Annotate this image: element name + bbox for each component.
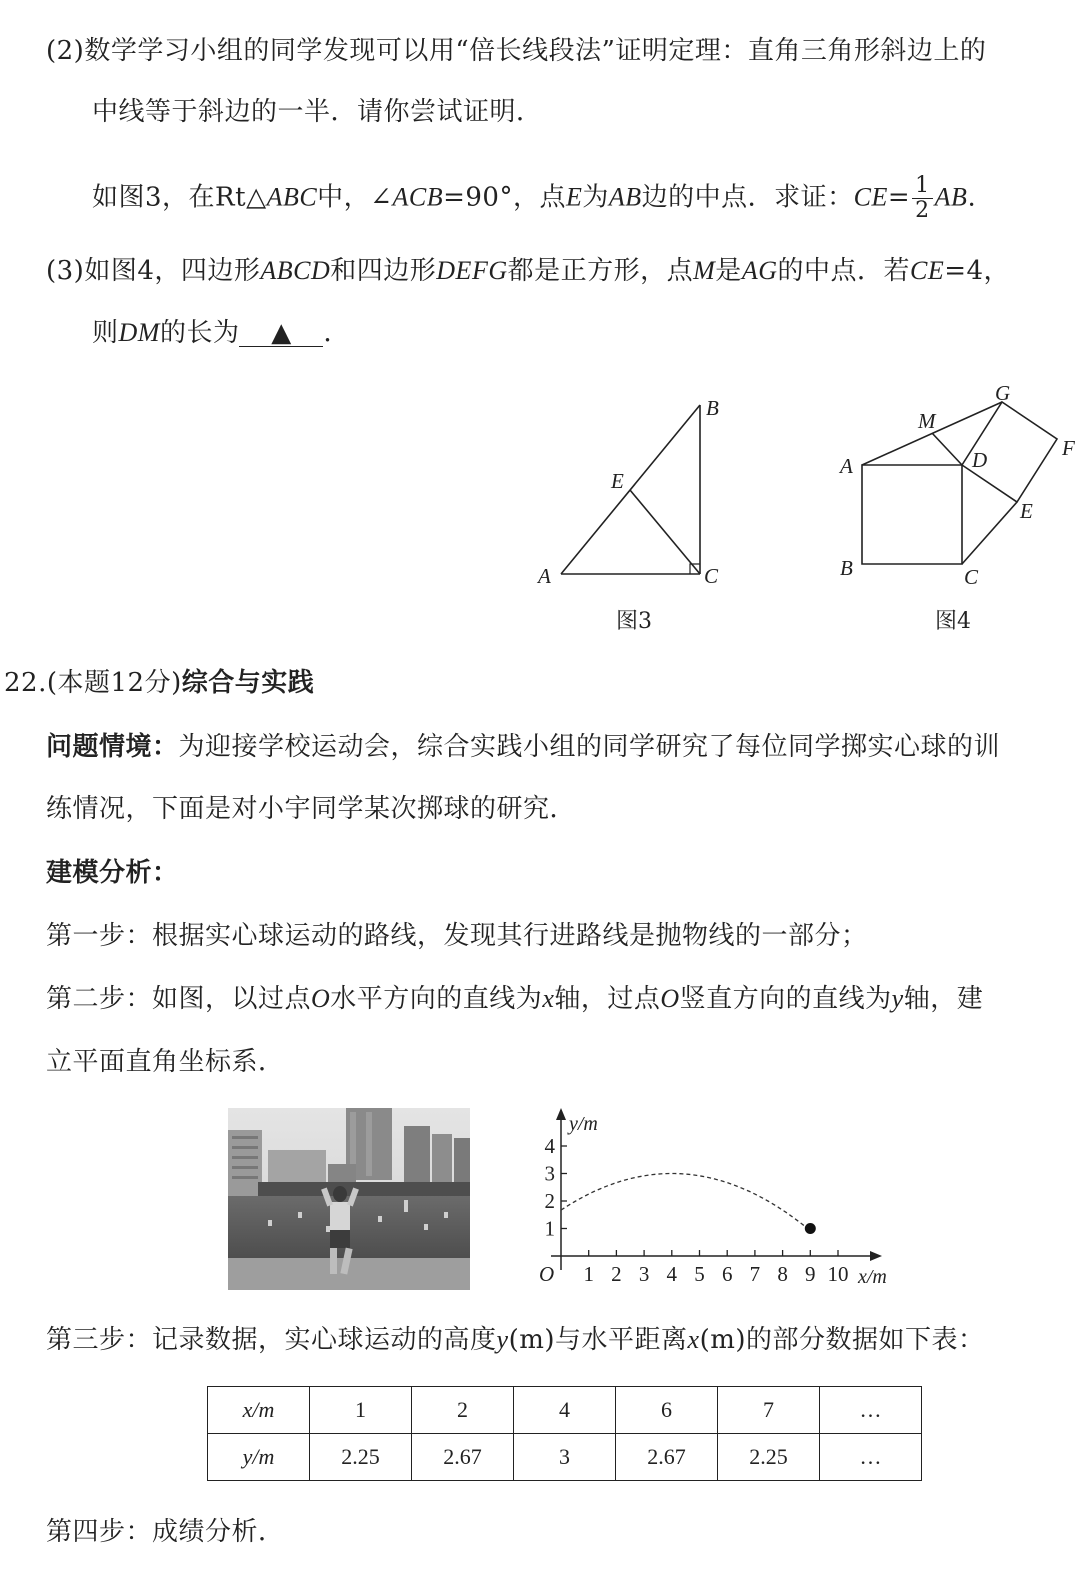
table-cell: 3 [514,1434,616,1481]
table-cell: 2.67 [412,1434,514,1481]
x-tick-label: 4 [666,1262,678,1286]
y-tick-label: 3 [544,1161,555,1186]
table-cell: 7 [718,1387,820,1434]
x-axis-arrow [870,1251,882,1261]
q22-context-line1: 问题情境：为迎接学校运动会，综合实践小组的同学研究了每位同学掷实心球的训 [46,732,1001,762]
q22-step1: 第一步：根据实心球运动的路线，发现其行进路线是抛物线的一部分； [46,921,868,951]
shot-put-photo [228,1108,470,1290]
figure-3-caption: 图3 [616,609,652,634]
label-b: B [706,396,719,420]
table-cell: 6 [616,1387,718,1434]
x-tick-label: 3 [638,1262,650,1286]
y-tick-label: 2 [544,1189,555,1213]
label-e: E [1020,499,1033,523]
y-tick-label: 1 [544,1216,555,1241]
figure-4-caption: 图4 [935,609,971,634]
label-c: C [964,565,979,589]
q3-line1: (3)如图4，四边形ABCD和四边形DEFG都是正方形，点M是AG的中点．若CE=4， [46,256,1011,286]
figure-4 [830,378,1080,598]
data-table [207,1386,922,1481]
square-abcd [862,465,962,564]
photo-scene [228,1108,470,1290]
label-c: C [704,564,719,588]
x-tick-label: 5 [694,1262,705,1286]
label-d: D [972,448,988,472]
table-cell: 2.25 [718,1434,820,1481]
label-a: A [538,564,551,588]
segment-ce [962,502,1017,564]
q22-heading: 22.(本题12分)综合与实践 [4,668,315,698]
x-tick-label: 8 [777,1262,788,1286]
table-row-x [208,1387,922,1434]
label-a: A [840,454,853,478]
q22-step2-line2: 立平面直角坐标系． [46,1047,285,1077]
table-cell: 2.25 [310,1434,412,1481]
segment-dm [932,433,962,465]
origin-label: O [539,1262,555,1286]
x-tick-label: 7 [749,1262,761,1286]
q22-step4: 第四步：成绩分析． [46,1517,285,1547]
x-tick-label: 10 [827,1262,849,1286]
segment-ce [630,490,700,574]
table-cell: 2.67 [616,1434,718,1481]
table-cell: 4 [514,1387,616,1434]
q3-line2: 则DM的长为 ▲ ． [92,318,350,348]
answer-blank: ▲ [239,320,323,347]
table-cell: 2 [412,1387,514,1434]
x-tick-label: 2 [611,1262,622,1286]
q2-line3: 如图3，在Rt△ABC中，∠ACB=90°，点E为AB边的中点．求证：CE= $\frac{1}{2}$ AB. [92,173,977,223]
q22-step2-line1: 第二步：如图，以过点O水平方向的直线为x轴，过点O竖直方向的直线为y轴，建 [46,984,984,1014]
landing-point [805,1223,816,1234]
label-b: B [840,556,853,580]
trajectory-curve [561,1174,810,1231]
table-cell: y/m [208,1434,310,1481]
label-e: E [611,469,624,493]
table-cell: 1 [310,1387,412,1434]
y-axis-arrow [556,1108,566,1120]
trajectory-chart [530,1100,910,1300]
label-g: G [995,381,1011,405]
x-tick-label: 6 [721,1262,733,1286]
x-tick-label: 9 [805,1262,816,1286]
q22-step3: 第三步：记录数据，实心球运动的高度y(m)与水平距离x(m)的部分数据如下表： [46,1325,985,1355]
table-cell: x/m [208,1387,310,1434]
q22-modeling-label: 建模分析： [46,858,179,888]
label-m: M [918,409,936,433]
x-tick-label: 1 [583,1262,594,1286]
table-row-y [208,1434,922,1481]
q2-line2: 中线等于斜边的一半．请你尝试证明． [92,97,543,127]
fraction-one-half: $\frac{1}{2}$ [912,174,933,223]
table-cell: … [820,1387,922,1434]
figure-3 [530,390,750,600]
y-tick-label: 4 [544,1134,555,1158]
table-cell: … [820,1434,922,1481]
y-axis-label: y/m [569,1113,598,1135]
x-axis-label: x/m [858,1266,887,1288]
q2-line1: (2)数学学习小组的同学发现可以用“倍长线段法”证明定理：直角三角形斜边上的 [46,36,987,66]
label-f: F [1062,436,1075,460]
q22-context-line2: 练情况，下面是对小宇同学某次掷球的研究． [46,794,577,824]
